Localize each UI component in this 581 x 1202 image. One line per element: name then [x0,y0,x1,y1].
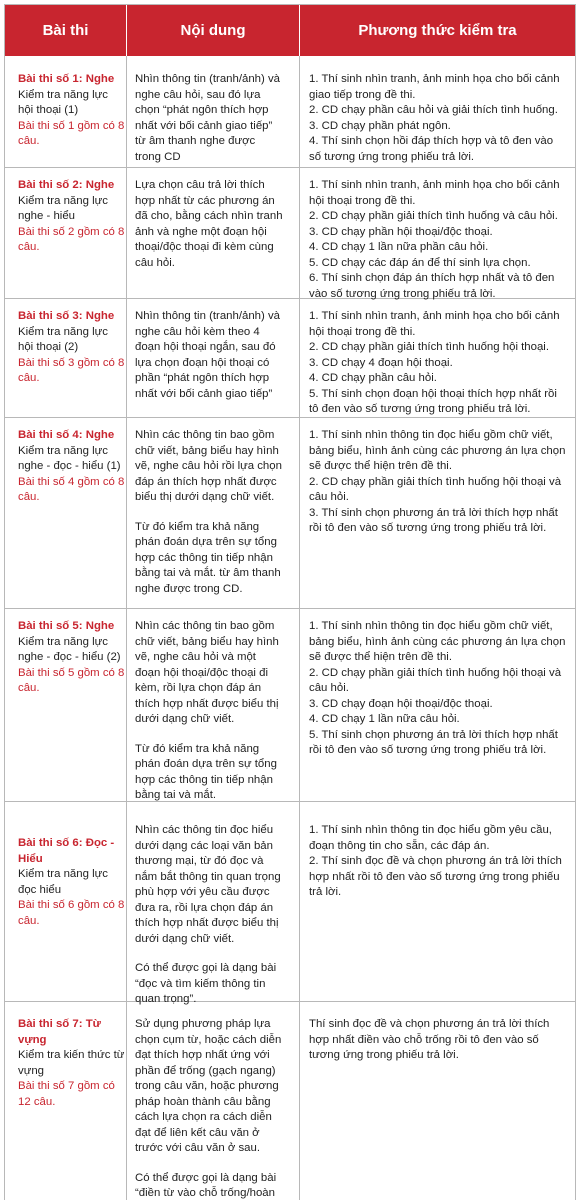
header-method: Phương thức kiểm tra [358,22,517,39]
content-paragraph: Từ đó kiểm tra khả năng phán đoán dựa trên sự tổng hợp các thông tin tiếp nhận bằng tai và mắt. từ âm thanh nghe được trong CD. [135,520,281,595]
row-divider [5,1001,575,1002]
content-paragraph: Nhìn các thông tin bao gồm chữ viết, bảng biểu hay hình vẽ, nghe câu hỏi rồi lựa chọn đáp án thích hợp nhất được biểu thị dưới dạng chữ viết. [135,429,282,503]
exam-name-cell [18,836,126,929]
method-step: 2. Thí sinh đọc đề và chọn phương án trả lời thích hợp nhất rồi tô đen vào số tương ứng trong phiếu trả lời. [309,855,562,898]
method-step: 2. CD chạy phần giải thích tình huống hội thoại. [309,341,549,353]
method-step: 5. Thí sinh chọn đoạn hội thoại thích hợp nhất rồi tô đen vào số tương ứng trong phiếu trả lời. [309,387,557,415]
exam-name-cell [18,428,126,506]
method-cell [309,1017,567,1064]
table-header [5,5,575,56]
question-count: Bài thi số 2 gồm có 8 câu. [18,225,125,253]
header-exam: Bài thi [42,22,89,39]
method-step: 2. CD chạy phần giải thích tình huống và câu hỏi. [309,210,558,222]
row-divider [5,608,575,609]
question-count: Bài thi số 7 gồm có 12 câu. [18,1080,115,1108]
question-count: Bài thi số 6 gồm có 8 câu. [18,899,125,927]
question-count: Bài thi số 5 gồm có 8 câu. [18,666,125,694]
method-step: 3. Thí sinh chọn phương án trả lời thích hợp nhất rồi tô đen vào số tương ứng trong phiếu trả lời. [309,506,558,534]
question-count: Bài thi số 4 gồm có 8 câu. [18,475,125,503]
method-step: 4. CD chạy 1 lần nữa câu hỏi. [309,713,460,725]
method-step: 1. Thí sinh nhìn thông tin đọc hiểu gồm chữ viết, bảng biểu, hình ảnh cùng các phương án lựa chọn sẽ được thể hiện trên đề thi. [309,429,566,472]
exam-name-cell [18,72,126,150]
content-cell [135,178,283,271]
method-step: Thí sinh đọc đề và chọn phương án trả lời thích hợp nhất điền vào chỗ trống rồi tô đen vào số tương ứng trong phiếu trả lời. [309,1018,550,1061]
exam-title: Bài thi số 4: Nghe [18,429,115,441]
exam-skill: Kiểm tra năng lực nghe - đọc - hiểu (2) [18,635,121,663]
content-cell [135,823,283,1008]
method-step: 2. CD chạy phần câu hỏi và giải thích tình huống. [309,104,558,116]
method-step: 1. Thí sinh nhìn thông tin đọc hiểu gồm chữ viết, bảng biểu, hình ảnh cùng các phương án lựa chọn sẽ được thể hiện trên đề thi. [309,620,566,663]
method-step: 5. CD chạy các đáp án để thí sinh lựa chọn. [309,256,531,269]
content-paragraph: Nhìn thông tin (tranh/ảnh) và nghe câu hỏi, sau đó lựa chọn “phát ngôn thích hợp nhất với bối cảnh giao tiếp” từ âm thanh nghe được trong CD [135,73,281,163]
exam-name-cell [18,178,126,256]
content-paragraph: Từ đó kiểm tra khả năng phán đoán dựa trên sự tổng hợp các thông tin tiếp nhận bằng tai và mắt. [135,742,277,801]
method-cell [309,309,567,418]
method-cell [309,72,567,165]
method-cell [309,428,567,537]
method-step: 5. Thí sinh chọn phương án trả lời thích hợp nhất rồi tô đen vào số tương ứng trong phiếu trả lời. [309,728,558,756]
question-count: Bài thi số 3 gồm có 8 câu. [18,356,125,384]
method-step: 4. Thí sinh chọn hồi đáp thích hợp và tô đen vào số tương ứng trong phiếu trả lời. [309,135,554,163]
method-steps [309,72,567,165]
method-step: 3. CD chạy 4 đoạn hội thoại. [309,356,453,369]
exam-title: Bài thi số 3: Nghe [18,310,115,322]
method-step: 1. Thí sinh nhìn tranh, ảnh minh họa cho bối cảnh hội thoại trong đề thi. [309,179,560,207]
row-divider [5,167,575,168]
exam-skill: Kiểm tra năng lực nghe - hiểu [18,194,108,222]
exam-name-cell [18,1017,126,1110]
method-steps [309,823,567,901]
method-step: 2. CD chạy phần giải thích tình huống hội thoại và câu hỏi. [309,475,562,503]
exam-skill: Kiểm tra kiến thức từ vựng [18,1049,125,1077]
method-step: 3. CD chạy đoạn hội thoại/độc thoại. [309,697,493,710]
method-cell [309,823,567,901]
method-step: 1. Thí sinh nhìn tranh, ảnh minh họa cho bối cảnh hội thoại trong đề thi. [309,310,560,338]
method-cell [309,178,567,302]
column-divider [299,56,300,1200]
exam-skill: Kiểm tra năng lực nghe - đọc - hiểu (1) [18,444,121,472]
method-step: 6. Thí sinh chọn đáp án thích hợp nhất và tô đen vào số tương ứng trong phiếu trả lời. [309,272,555,300]
method-cell [309,619,567,759]
exam-name-cell [18,619,126,697]
exam-title: Bài thi số 5: Nghe [18,620,115,632]
exam-name-cell [18,309,126,387]
content-cell [135,1017,283,1202]
method-steps [309,1017,567,1064]
method-steps [309,428,567,537]
content-paragraph: Nhìn các thông tin đọc hiểu dưới dạng các loại văn bản thương mại, từ đó đọc và nắm bắt thông tin quan trọng phù hợp với yêu cầu được đưa ra, rồi lựa chọn đáp án thích hợp nhất được biểu thị dưới dạng chữ viết. [135,824,281,945]
method-step: 4. CD chạy phần câu hỏi. [309,372,437,384]
exam-table [4,4,576,1200]
exam-title: Bài thi số 6: Đọc - Hiểu [18,837,115,865]
exam-title: Bài thi số 2: Nghe [18,179,115,191]
exam-title: Bài thi số 1: Nghe [18,73,115,85]
content-paragraph: Nhìn các thông tin bao gồm chữ viết, bảng biểu hay hình vẽ, nghe câu hỏi và một đoạn hội thoại/độc thoại đi kèm, rồi lựa chọn đáp án thích hợp nhất được biểu thị dưới dạng chữ viết. [135,620,279,725]
method-steps [309,619,567,759]
method-steps [309,309,567,418]
method-step: 4. CD chạy 1 lần nữa phần câu hỏi. [309,241,489,253]
content-paragraph: Nhìn thông tin (tranh/ảnh) và nghe câu hỏi kèm theo 4 đoạn hội thoại ngắn, sau đó lựa chọn đoạn hội thoại có phần “phát ngôn thích hợp nhất với bối cảnh giao tiếp” [135,310,281,400]
header-content: Nội dung [180,22,246,39]
content-cell [135,428,283,597]
content-paragraph: Lựa chọn câu trả lời thích hợp nhất từ các phương án đã cho, bằng cách nhìn tranh ảnh và nghe một đoạn hội thoại/độc thoại đi kèm cùng câu hỏi. [135,179,283,269]
content-cell [135,309,283,402]
method-step: 3. CD chạy phần phát ngôn. [309,119,451,132]
method-step: 2. CD chạy phần giải thích tình huống hội thoại và câu hỏi. [309,666,562,694]
question-count: Bài thi số 1 gồm có 8 câu. [18,119,125,147]
row-divider [5,801,575,802]
content-cell [135,72,283,165]
method-step: 1. Thí sinh nhìn tranh, ảnh minh họa cho bối cảnh giao tiếp trong đề thi. [309,73,560,101]
column-divider [126,56,127,1200]
method-step: 3. CD chạy phần hội thoại/độc thoại. [309,225,493,238]
content-paragraph: Sử dụng phương pháp lựa chọn cụm từ, hoặc cách diễn đạt thích hợp nhất ứng với phần để trống (gạch ngang) trong câu văn, hoặc phương pháp hoàn thành câu bằng cách lựa chọn ra cách diễn đạt để liên kết câu văn ở trước với câu văn ở sau. [135,1018,282,1154]
content-paragraph: Có thể được gọi là dạng bài “điền từ vào chỗ trống/hoàn [135,1171,277,1199]
method-step: 1. Thí sinh nhìn thông tin đọc hiểu gồm yêu cầu, đoạn thông tin cho sẵn, các đáp án. [309,824,552,852]
content-paragraph: Có thể được gọi là dạng bài “đọc và tìm kiếm thông tin quan trọng”. [135,962,277,1005]
exam-skill: Kiểm tra năng lực đọc hiểu [18,868,108,896]
exam-skill: Kiểm tra năng lực hội thoại (2) [18,325,108,353]
exam-skill: Kiểm tra năng lực hội thoại (1) [18,88,108,116]
content-cell [135,619,283,804]
exam-title: Bài thi số 7: Từ vựng [18,1018,101,1046]
method-steps [309,178,567,302]
